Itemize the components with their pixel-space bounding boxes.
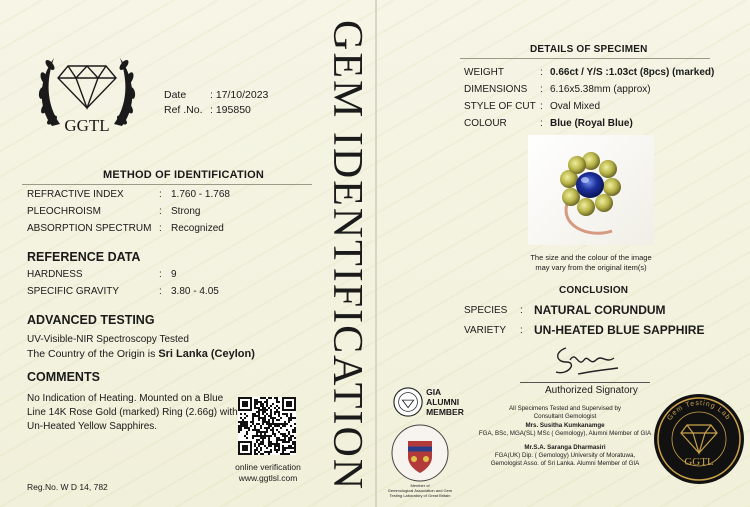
comments-body: No Indication of Heating. Mounted on a Blue Line 14K Rose Gold (marked) Ring (2.66g) with Un-Heated Yellow Sapphires. [27,393,238,432]
signature [548,338,628,382]
ref-label: Ref .No. [164,104,203,116]
specimen-photo [528,135,654,245]
conclusion-title: CONCLUSION [559,285,629,296]
divider [460,58,710,59]
specimen-title: DETAILS OF SPECIMEN [530,44,648,55]
table-row: DIMENSIONS : 6.16x5.38mm (approx) [464,84,651,95]
table-row: PLEOCHROISM : Strong [27,206,201,217]
table-row: WEIGHT : 0.66ct / Y/S :1.03ct (8pcs) (marked) [464,67,715,78]
origin-value: Sri Lanka (Ceylon) [158,348,255,360]
date-label: Date [164,89,187,101]
divider [22,184,312,185]
gold-seal [653,393,745,485]
specimen-table [464,64,714,132]
reference-table [27,266,219,300]
table-row: SPECIFIC GRAVITY : 3.80 - 4.05 [27,286,219,297]
online-verification: online verification www.ggtlsl.com [228,462,308,484]
species-row: SPECIES : NATURAL CORUNDUM [464,303,666,317]
gem-association-caption: Member of Gemmological Association and Gem Testing Laboratory of Great Britain [387,483,453,498]
variety-value: UN-HEATED BLUE SAPPHIRE [534,323,705,337]
table-row: HARDNESS : 9 [27,269,177,280]
table-row: COLOUR : Blue (Royal Blue) [464,118,633,129]
gia-emblem-icon [393,386,423,418]
species-value: NATURAL CORUNDUM [534,303,666,317]
advanced-title: ADVANCED TESTING [27,313,155,327]
table-row: STYLE OF CUT : Oval Mixed [464,101,601,112]
reference-title: REFERENCE DATA [27,250,141,264]
verification-link[interactable]: www.ggtlsl.com [238,473,298,483]
seal-ring-text: Gem Testing Lab [666,399,732,422]
date-value: : 17/10/2023 [210,89,269,101]
advanced-body: UV-Visible-NIR Spectroscopy Tested The Country of the Origin is Sri Lanka (Ceylon) [27,334,255,360]
qr-code[interactable] [238,397,296,455]
supervisors-block: All Specimens Tested and Supervised by Consultant Gemologist Mrs. Susitha Kumkanamge FGA, BSc, MGA(SL) MSc ( Gemology), Alumni Member of GIA Mr.S.A. Saranga Dharmasiri FGA(UK) Dip. ( Gemology) University of Moratuwa, Gemologist Asso. of Sri Lanka. Alumni Member of GIA [478,405,652,468]
reg-number: Reg.No. W D 14, 782 [27,482,108,492]
table-row: ABSORPTION SPECTRUM : Recognized [27,223,224,234]
identification-title: METHOD OF IDENTIFICATION [103,169,265,181]
certificate-meta [164,88,268,118]
variety-row: VARIETY : UN-HEATED BLUE SAPPHIRE [464,323,705,337]
diamond-icon [58,66,116,108]
comments-title: COMMENTS [27,370,100,384]
seal-text: GGTL [684,456,714,468]
ggtl-logo [32,38,142,148]
signature-line [520,382,650,383]
gia-badge: GIA ALUMNI MEMBER [393,384,473,420]
ref-value: : 195850 [210,104,251,116]
table-row: REFRACTIVE INDEX : 1.760 - 1.768 [27,189,230,200]
logo-text: GGTL [64,116,110,135]
gem-association-crest [390,423,450,483]
blue-sapphire [576,172,604,198]
identification-table [27,186,230,237]
signatory-label: Authorized Signatory [545,385,638,396]
photo-note: The size and the colour of the image may vary from the original item(s) [530,253,652,272]
vertical-title: GEM IDENTIFICATION [324,19,370,492]
center-fold [375,0,377,507]
